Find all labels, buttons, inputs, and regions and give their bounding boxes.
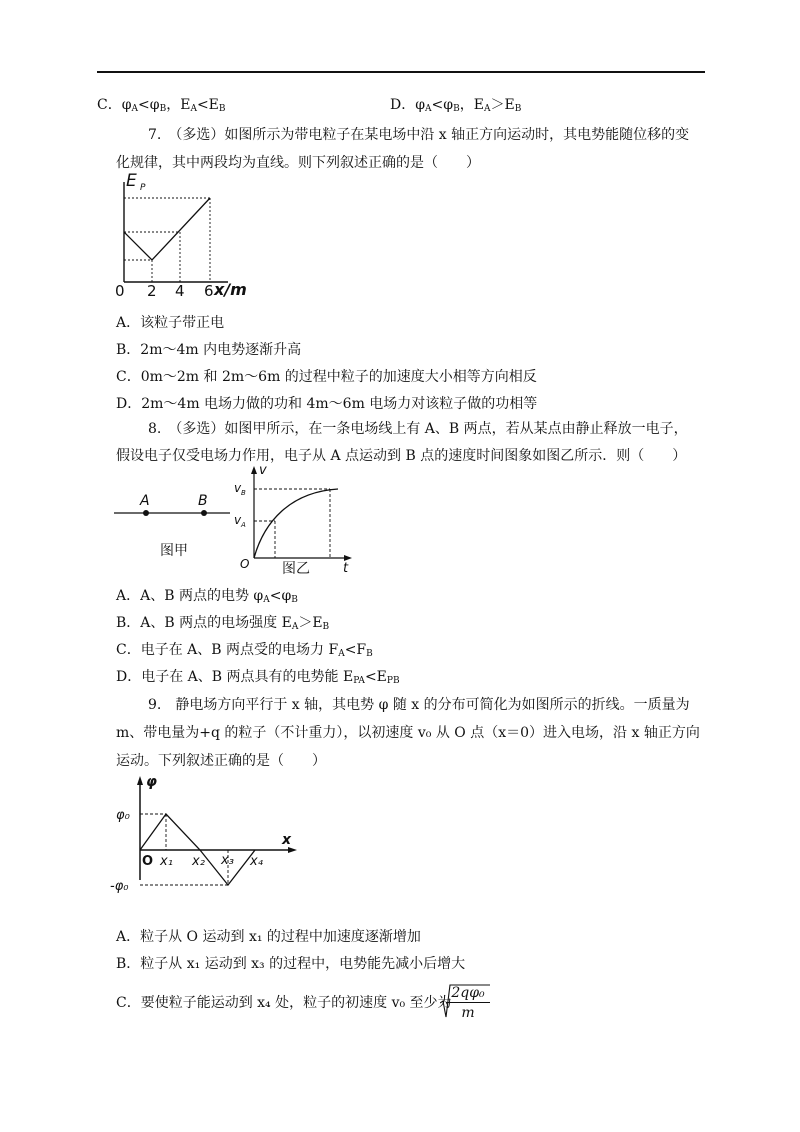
q8-figure-jia [112, 485, 242, 565]
q7-figure-ep-graph [110, 170, 260, 300]
q8-figure-yi [230, 462, 360, 577]
phi-label: φ [146, 774, 157, 790]
x4-label: x₄ [250, 854, 263, 869]
q8-option-d[interactable]: D．电子在 A、B 两点具有的电势能 $E_{PA}<E_{PB}$ [116, 669, 400, 686]
q8-option-a[interactable]: A．A、B 两点的电势 $\varphi_A<\varphi_B$ [116, 588, 298, 605]
ep-curve [124, 198, 210, 260]
t-label: t [343, 561, 349, 576]
q9-stem-line2: m、带电量为+q 的粒子（不计重力），以初速度 v₀ 从 O 点（x＝0）进入电场，沿 x 轴正方向 [116, 725, 700, 741]
ylabel-sub: P [140, 183, 146, 193]
v-axis-arrow [251, 466, 257, 474]
q7-stem-line1: 7. （多选）如图所示为带电粒子在某电场中沿 x 轴正方向运动时，其电势能随位移的变 [148, 127, 690, 143]
origin-label: O [240, 557, 250, 571]
q9-option-a[interactable]: A．粒子从 O 运动到 x₁ 的过程中加速度逐渐增加 [116, 929, 421, 945]
q7-option-b[interactable]: B．2m～4m 内电势逐渐升高 [116, 342, 302, 358]
tick-0: 0 [115, 282, 125, 300]
q9-stem-line1: 9. 静电场方向平行于 x 轴，其电势 φ 随 x 的分布可简化为如图所示的折线。一质量为 [148, 697, 690, 713]
point-b [201, 510, 207, 516]
phi-axis-arrow [137, 776, 143, 785]
caption-jia: 图甲 [160, 543, 188, 559]
fraction-numerator: 2qφ₀ [446, 985, 490, 1003]
fraction-denominator: m [461, 1005, 475, 1021]
velocity-fraction [446, 985, 490, 1021]
caption-yi: 图乙 [282, 561, 310, 577]
tick-6: 6 [204, 282, 214, 300]
q7-stem-line2: 化规律，其中两段均为直线。则下列叙述正确的是（ ） [116, 155, 480, 171]
va-label: v [234, 513, 242, 527]
v0-sub: B [241, 489, 246, 497]
q7-option-a[interactable]: A．该粒子带正电 [116, 315, 225, 331]
q6-option-c[interactable]: C．$\varphi_A<\varphi_B$，$E_A<E_B$ [97, 97, 226, 114]
header-rule [97, 71, 705, 73]
q9-option-b[interactable]: B．粒子从 x₁ 运动到 x₃ 的过程中，电势能先减小后增大 [116, 956, 466, 972]
q9-figure-phi-graph [108, 772, 308, 902]
v0-label: v [234, 481, 242, 495]
q9-option-c[interactable]: C．要使粒子能运动到 x₄ 处，粒子的初速度 v₀ 至少为 [116, 995, 452, 1011]
q7-option-c[interactable]: C．0m～2m 和 2m～6m 的过程中粒子的加速度大小相等方向相反 [116, 369, 537, 385]
x1-label: x₁ [160, 854, 173, 869]
origin-label: O [142, 854, 154, 869]
q8-option-c[interactable]: C．电子在 A、B 两点受的电场力 $F_A<F_B$ [116, 642, 373, 659]
phi0-label: φ₀ [116, 808, 130, 823]
xlabel: x/m [214, 280, 247, 299]
tick-4: 4 [175, 282, 185, 300]
q8-option-b[interactable]: B．A、B 两点的电场强度 $E_A>E_B$ [116, 615, 330, 632]
q6-option-d[interactable]: D．$\varphi_A<\varphi_B$，$E_A>E_B$ [390, 97, 522, 114]
ylabel: E [126, 171, 137, 191]
x-label: x [282, 832, 292, 848]
q8-stem-line1: 8. （多选）如图甲所示，在一条电场线上有 A、B 两点，若从某点由静止释放一电子， [148, 421, 688, 437]
x2-label: x₂ [192, 854, 205, 869]
va-sub: A [241, 521, 246, 529]
point-a-label: A [140, 493, 150, 509]
q7-option-d[interactable]: D．2m～4m 电场力做的功和 4m～6m 电场力对该粒子做的功相等 [116, 396, 538, 412]
velocity-curve [254, 489, 338, 558]
x3-label: x₃ [221, 853, 234, 868]
point-b-label: B [198, 493, 208, 509]
v-label: v [259, 463, 267, 478]
q8-stem-line2: 假设电子仅受电场力作用，电子从 A 点运动到 B 点的速度时间图象如图乙所示．则（ ） [116, 448, 687, 464]
point-a [143, 510, 149, 516]
tick-2: 2 [147, 282, 157, 300]
q9-stem-line3: 运动。下列叙述正确的是（ ） [116, 753, 326, 769]
negphi0-label: -φ₀ [110, 879, 129, 894]
